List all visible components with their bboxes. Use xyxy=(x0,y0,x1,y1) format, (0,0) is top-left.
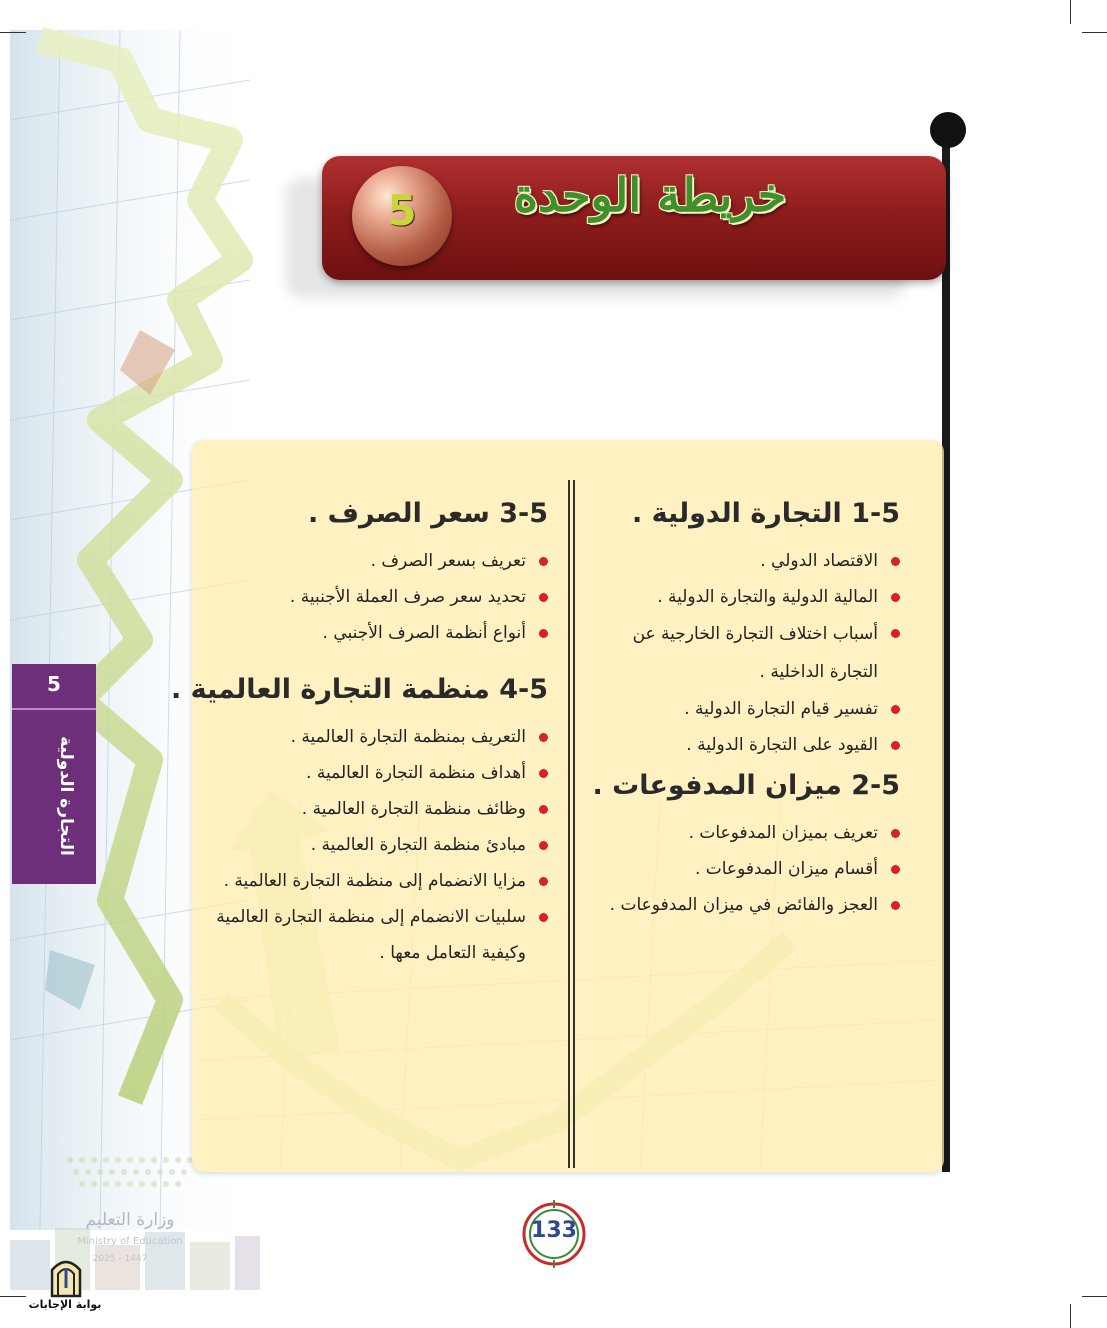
unit-number: 5 xyxy=(387,186,417,235)
crop-mark xyxy=(1082,1296,1107,1297)
section-bullets xyxy=(196,543,548,651)
bawaba-logo-text: بوابة الإجابات xyxy=(28,1298,102,1311)
flag-pole-ball xyxy=(930,112,966,148)
list-item: تفسير قيام التجارة الدولية . xyxy=(600,691,900,727)
list-item: تعريف بسعر الصرف . xyxy=(196,543,548,579)
ministry-logo-year: 2025 - 1447 xyxy=(92,1254,148,1264)
section-heading: 4-5 منظمة التجارة العالمية . xyxy=(170,674,548,705)
list-item: وظائف منظمة التجارة العالمية . xyxy=(196,791,548,827)
right-column xyxy=(592,495,900,923)
list-item: سلبيات الانضمام إلى منظمة التجارة العالمية وكيفية التعامل معها . xyxy=(196,899,548,971)
crop-mark xyxy=(0,32,26,33)
section-bullets xyxy=(196,719,548,971)
section-heading: 3-5 سعر الصرف . xyxy=(308,498,548,529)
list-item: الاقتصاد الدولي . xyxy=(600,543,900,579)
list-item: مزايا الانضمام إلى منظمة التجارة العالمية . xyxy=(196,863,548,899)
left-column xyxy=(170,495,548,971)
list-item: القيود على التجارة الدولية . xyxy=(600,727,900,763)
section-heading: 1-5 التجارة الدولية . xyxy=(631,498,900,529)
column-divider xyxy=(573,480,575,1168)
crop-mark xyxy=(1070,1304,1071,1328)
page-number: 133 xyxy=(531,1218,577,1243)
ministry-logo-text: وزارة التعليم xyxy=(85,1210,175,1230)
crop-mark xyxy=(0,1296,26,1297)
page-title: خريطة الوحدة xyxy=(513,168,787,222)
column-divider xyxy=(568,480,570,1168)
list-item: تحديد سعر صرف العملة الأجنبية . xyxy=(196,579,548,615)
list-item: المالية الدولية والتجارة الدولية . xyxy=(600,579,900,615)
crop-mark xyxy=(1070,0,1071,24)
side-tab-label: التجارة الدولية xyxy=(56,736,76,856)
bawaba-logo-icon xyxy=(44,1254,88,1298)
ministry-logo-english: Ministry of Education xyxy=(77,1236,183,1247)
list-item: أقسام ميزان المدفوعات . xyxy=(600,851,900,887)
list-item: تعريف بميزان المدفوعات . xyxy=(600,815,900,851)
list-item: أهداف منظمة التجارة العالمية . xyxy=(196,755,548,791)
section-bullets xyxy=(600,815,900,923)
section-bullets xyxy=(600,543,900,763)
list-item: مبادئ منظمة التجارة العالمية . xyxy=(196,827,548,863)
side-tab-label-box xyxy=(12,708,96,884)
side-tab-number: 5 xyxy=(47,672,61,696)
list-item: أنواع أنظمة الصرف الأجنبي . xyxy=(196,615,548,651)
section-heading: 2-5 ميزان المدفوعات . xyxy=(592,770,900,801)
list-item: التعريف بمنظمة التجارة العالمية . xyxy=(196,719,548,755)
crop-mark xyxy=(1082,32,1107,33)
list-item: العجز والفائض في ميزان المدفوعات . xyxy=(600,887,900,923)
list-item: أسباب اختلاف التجارة الخارجية عن التجارة الداخلية . xyxy=(600,615,900,691)
